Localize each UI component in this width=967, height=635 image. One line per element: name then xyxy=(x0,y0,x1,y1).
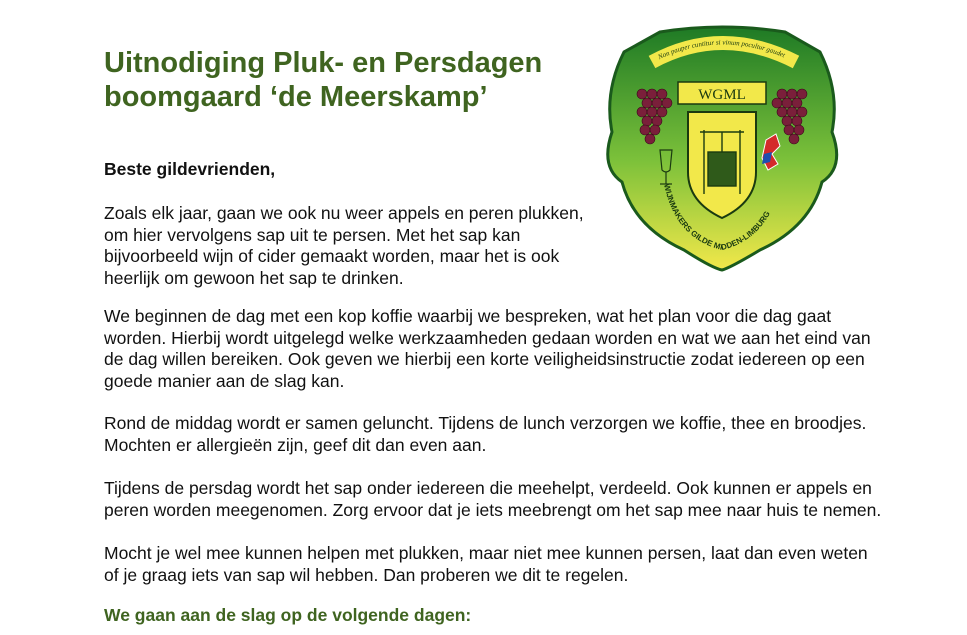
paragraph-5: Mocht je wel mee kunnen helpen met plukken, maar niet mee kunnen persen, laat dan even weten of je graag iets van sap wil hebben. Dan proberen we dit te regelen. xyxy=(104,543,868,585)
document-title xyxy=(104,46,604,114)
paragraph-1: Zoals elk jaar, gaan we ook nu weer appels en peren plukken, om hier vervolgens sap uit te persen. Met het sap kan bijvoorbeeld wijn of cider gemaakt worden, maar het is ook heerlijk om gewoon het sap te drinken. xyxy=(104,203,584,288)
logo-banner-text: WGML xyxy=(698,87,746,103)
logo-ring-text: WIJNMAKERS GILDE MIDDEN-LIMBURG xyxy=(662,182,772,252)
dates-subheading: We gaan aan de slag op de volgende dagen: xyxy=(104,605,472,625)
paragraph-4: Tijdens de persdag wordt het sap onder iedereen die meehelpt, verdeeld. Ook kunnen er appels en peren worden meegenomen. Zorg ervoor dat je iets meebrengt om het sap mee naar huis te nemen. xyxy=(104,478,882,520)
title-line-2: boomgaard ‘de Meerskamp’ xyxy=(104,81,488,113)
guild-logo xyxy=(600,22,845,272)
paragraph-3: Rond de middag wordt er samen geluncht. Tijdens de lunch verzorgen we koffie, thee en broodjes. Mochten er allergieën zijn, geef dit dan even aan. xyxy=(104,413,867,455)
title-line-1: Uitnodiging Pluk- en Persdagen xyxy=(104,47,543,79)
greeting: Beste gildevrienden, xyxy=(104,159,276,179)
paragraph-2: We beginnen de dag met een kop koffie waarbij we bespreken, wat het plan voor die dag gaat worden. Hierbij wordt uitgelegd welke werkzaamheden gedaan worden en wat we aan het eind van de dag willen bereiken. Ook geven we hierbij een korte veiligheidsinstructie zodat iedereen op een goede manier aan de slag kan. xyxy=(104,306,871,391)
logo-motto: Non pauper cuntitur si vinum pocultur gaudet xyxy=(656,38,787,62)
